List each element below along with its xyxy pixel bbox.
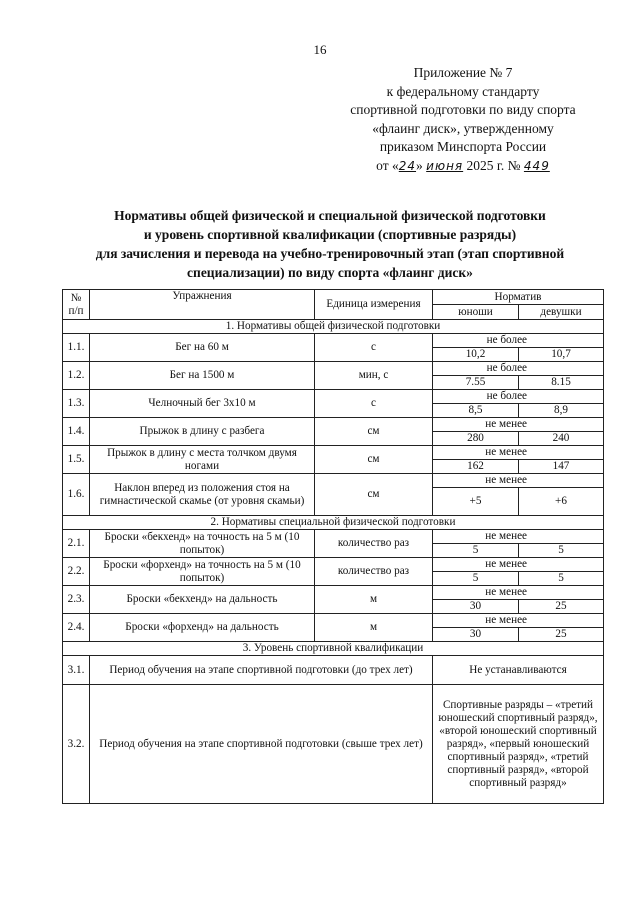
row-boys: 162	[433, 460, 519, 474]
row-boys: 280	[433, 432, 519, 446]
appendix-line: приказом Минспорта России	[379, 139, 547, 154]
date-mid: »	[416, 157, 423, 173]
row-unit: с	[315, 390, 433, 418]
appendix-line: «флаинг диск», утвержденному	[372, 120, 554, 136]
date-day: 24	[398, 158, 417, 173]
row-boys: 7.55	[433, 376, 519, 390]
title-line: Нормативы общей физической и специальной физической подготовки	[114, 208, 546, 223]
document-title	[50, 206, 610, 282]
row-condition: не менее	[433, 474, 604, 488]
date-number: 449	[523, 158, 550, 173]
row-num: 2.1.	[63, 530, 90, 558]
section-header-row	[63, 320, 604, 334]
row-exercise: Наклон вперед из положения стоя на гимнастической скамье (от уровня скамьи)	[90, 474, 315, 516]
row-unit: мин, с	[315, 362, 433, 390]
table-row	[63, 586, 604, 600]
row-girls: 25	[519, 628, 604, 642]
row-condition: не более	[433, 390, 604, 404]
row-girls: 8,9	[519, 404, 604, 418]
appendix-line: к федеральному стандарту	[386, 83, 540, 99]
table-row	[63, 685, 604, 804]
section-title: 1. Нормативы общей физической подготовки	[63, 320, 604, 334]
header-unit: Единица измерения	[315, 290, 433, 320]
row-boys: 8,5	[433, 404, 519, 418]
header-norm: Норматив	[433, 290, 604, 305]
header-boys: юноши	[433, 305, 519, 320]
table-row	[63, 446, 604, 460]
date-year: 2025 г. №	[466, 157, 521, 173]
row-girls: 10,7	[519, 348, 604, 362]
row-condition: не менее	[433, 446, 604, 460]
row-boys: 30	[433, 600, 519, 614]
row-girls: +6	[519, 488, 604, 516]
row-unit: с	[315, 334, 433, 362]
row-girls: 240	[519, 432, 604, 446]
section-header-row	[63, 642, 604, 656]
header-girls: девушки	[519, 305, 604, 320]
table-row	[63, 390, 604, 404]
table-row	[63, 334, 604, 348]
row-value: Спортивные разряды – «третий юношеский спортивный разряд», «второй юношеский спортивный разряд», «первый юношеский спортивный разряд», «третий спортивный разряд», «второй спортивный разряд»	[433, 685, 604, 804]
row-boys: +5	[433, 488, 519, 516]
table-row	[63, 656, 604, 685]
header-num: № п/п	[63, 290, 90, 320]
row-unit: см	[315, 474, 433, 516]
row-unit: м	[315, 586, 433, 614]
row-num: 1.4.	[63, 418, 90, 446]
row-exercise: Броски «форхенд» на точность на 5 м (10 попыток)	[90, 558, 315, 586]
appendix-line: Приложение № 7	[413, 65, 513, 80]
row-num: 2.3.	[63, 586, 90, 614]
table-row	[63, 530, 604, 544]
row-condition: не менее	[433, 586, 604, 600]
date-month: июня	[426, 158, 464, 173]
section-title: 3. Уровень спортивной квалификации	[63, 642, 604, 656]
appendix-date-line	[338, 157, 588, 176]
row-exercise: Период обучения на этапе спортивной подготовки (свыше трех лет)	[90, 685, 433, 804]
row-girls: 147	[519, 460, 604, 474]
table-row	[63, 558, 604, 572]
row-exercise: Челночный бег 3х10 м	[90, 390, 315, 418]
row-unit: количество раз	[315, 558, 433, 586]
table-row	[63, 418, 604, 432]
row-unit: см	[315, 418, 433, 446]
row-boys: 5	[433, 544, 519, 558]
header-exercise: Упражнения	[90, 290, 315, 320]
row-exercise: Период обучения на этапе спортивной подготовки (до трех лет)	[90, 656, 433, 685]
section-header-row	[63, 516, 604, 530]
title-line: для зачисления и перевода на учебно-тренировочный этап (этап спортивной	[95, 246, 565, 261]
row-num: 1.1.	[63, 334, 90, 362]
row-num: 2.2.	[63, 558, 90, 586]
row-girls: 25	[519, 600, 604, 614]
page-number: 16	[313, 42, 327, 57]
row-condition: не более	[433, 362, 604, 376]
row-value: Не устанавливаются	[433, 656, 604, 685]
norms-table	[62, 289, 604, 804]
table-row	[63, 614, 604, 628]
table-row	[63, 362, 604, 376]
row-unit: см	[315, 446, 433, 474]
title-line: и уровень спортивной квалификации (спортивные разряды)	[143, 227, 517, 242]
table-row	[63, 474, 604, 488]
row-exercise: Броски «бекхенд» на дальность	[90, 586, 315, 614]
row-num: 1.2.	[63, 362, 90, 390]
row-condition: не более	[433, 334, 604, 348]
row-num: 2.4.	[63, 614, 90, 642]
row-girls: 8.15	[519, 376, 604, 390]
row-unit: количество раз	[315, 530, 433, 558]
section-title: 2. Нормативы специальной физической подготовки	[63, 516, 604, 530]
row-exercise: Броски «бекхенд» на точность на 5 м (10 попыток)	[90, 530, 315, 558]
row-exercise: Бег на 60 м	[90, 334, 315, 362]
row-condition: не менее	[433, 530, 604, 544]
row-boys: 30	[433, 628, 519, 642]
row-exercise: Прыжок в длину с места толчком двумя ногами	[90, 446, 315, 474]
row-condition: не менее	[433, 614, 604, 628]
row-exercise: Бег на 1500 м	[90, 362, 315, 390]
appendix-line: спортивной подготовки по виду спорта	[350, 102, 576, 117]
row-boys: 5	[433, 572, 519, 586]
row-condition: не менее	[433, 558, 604, 572]
row-num: 1.5.	[63, 446, 90, 474]
date-prefix: от «	[376, 157, 399, 173]
row-exercise: Прыжок в длину с разбега	[90, 418, 315, 446]
title-line: специализации) по виду спорта «флаинг диск»	[187, 265, 473, 280]
row-exercise: Броски «форхенд» на дальность	[90, 614, 315, 642]
row-girls: 5	[519, 544, 604, 558]
row-num: 1.6.	[63, 474, 90, 516]
row-boys: 10,2	[433, 348, 519, 362]
row-num: 1.3.	[63, 390, 90, 418]
appendix-block	[338, 64, 588, 175]
row-condition: не менее	[433, 418, 604, 432]
row-girls: 5	[519, 572, 604, 586]
row-num: 3.2.	[63, 685, 90, 804]
row-num: 3.1.	[63, 656, 90, 685]
row-unit: м	[315, 614, 433, 642]
